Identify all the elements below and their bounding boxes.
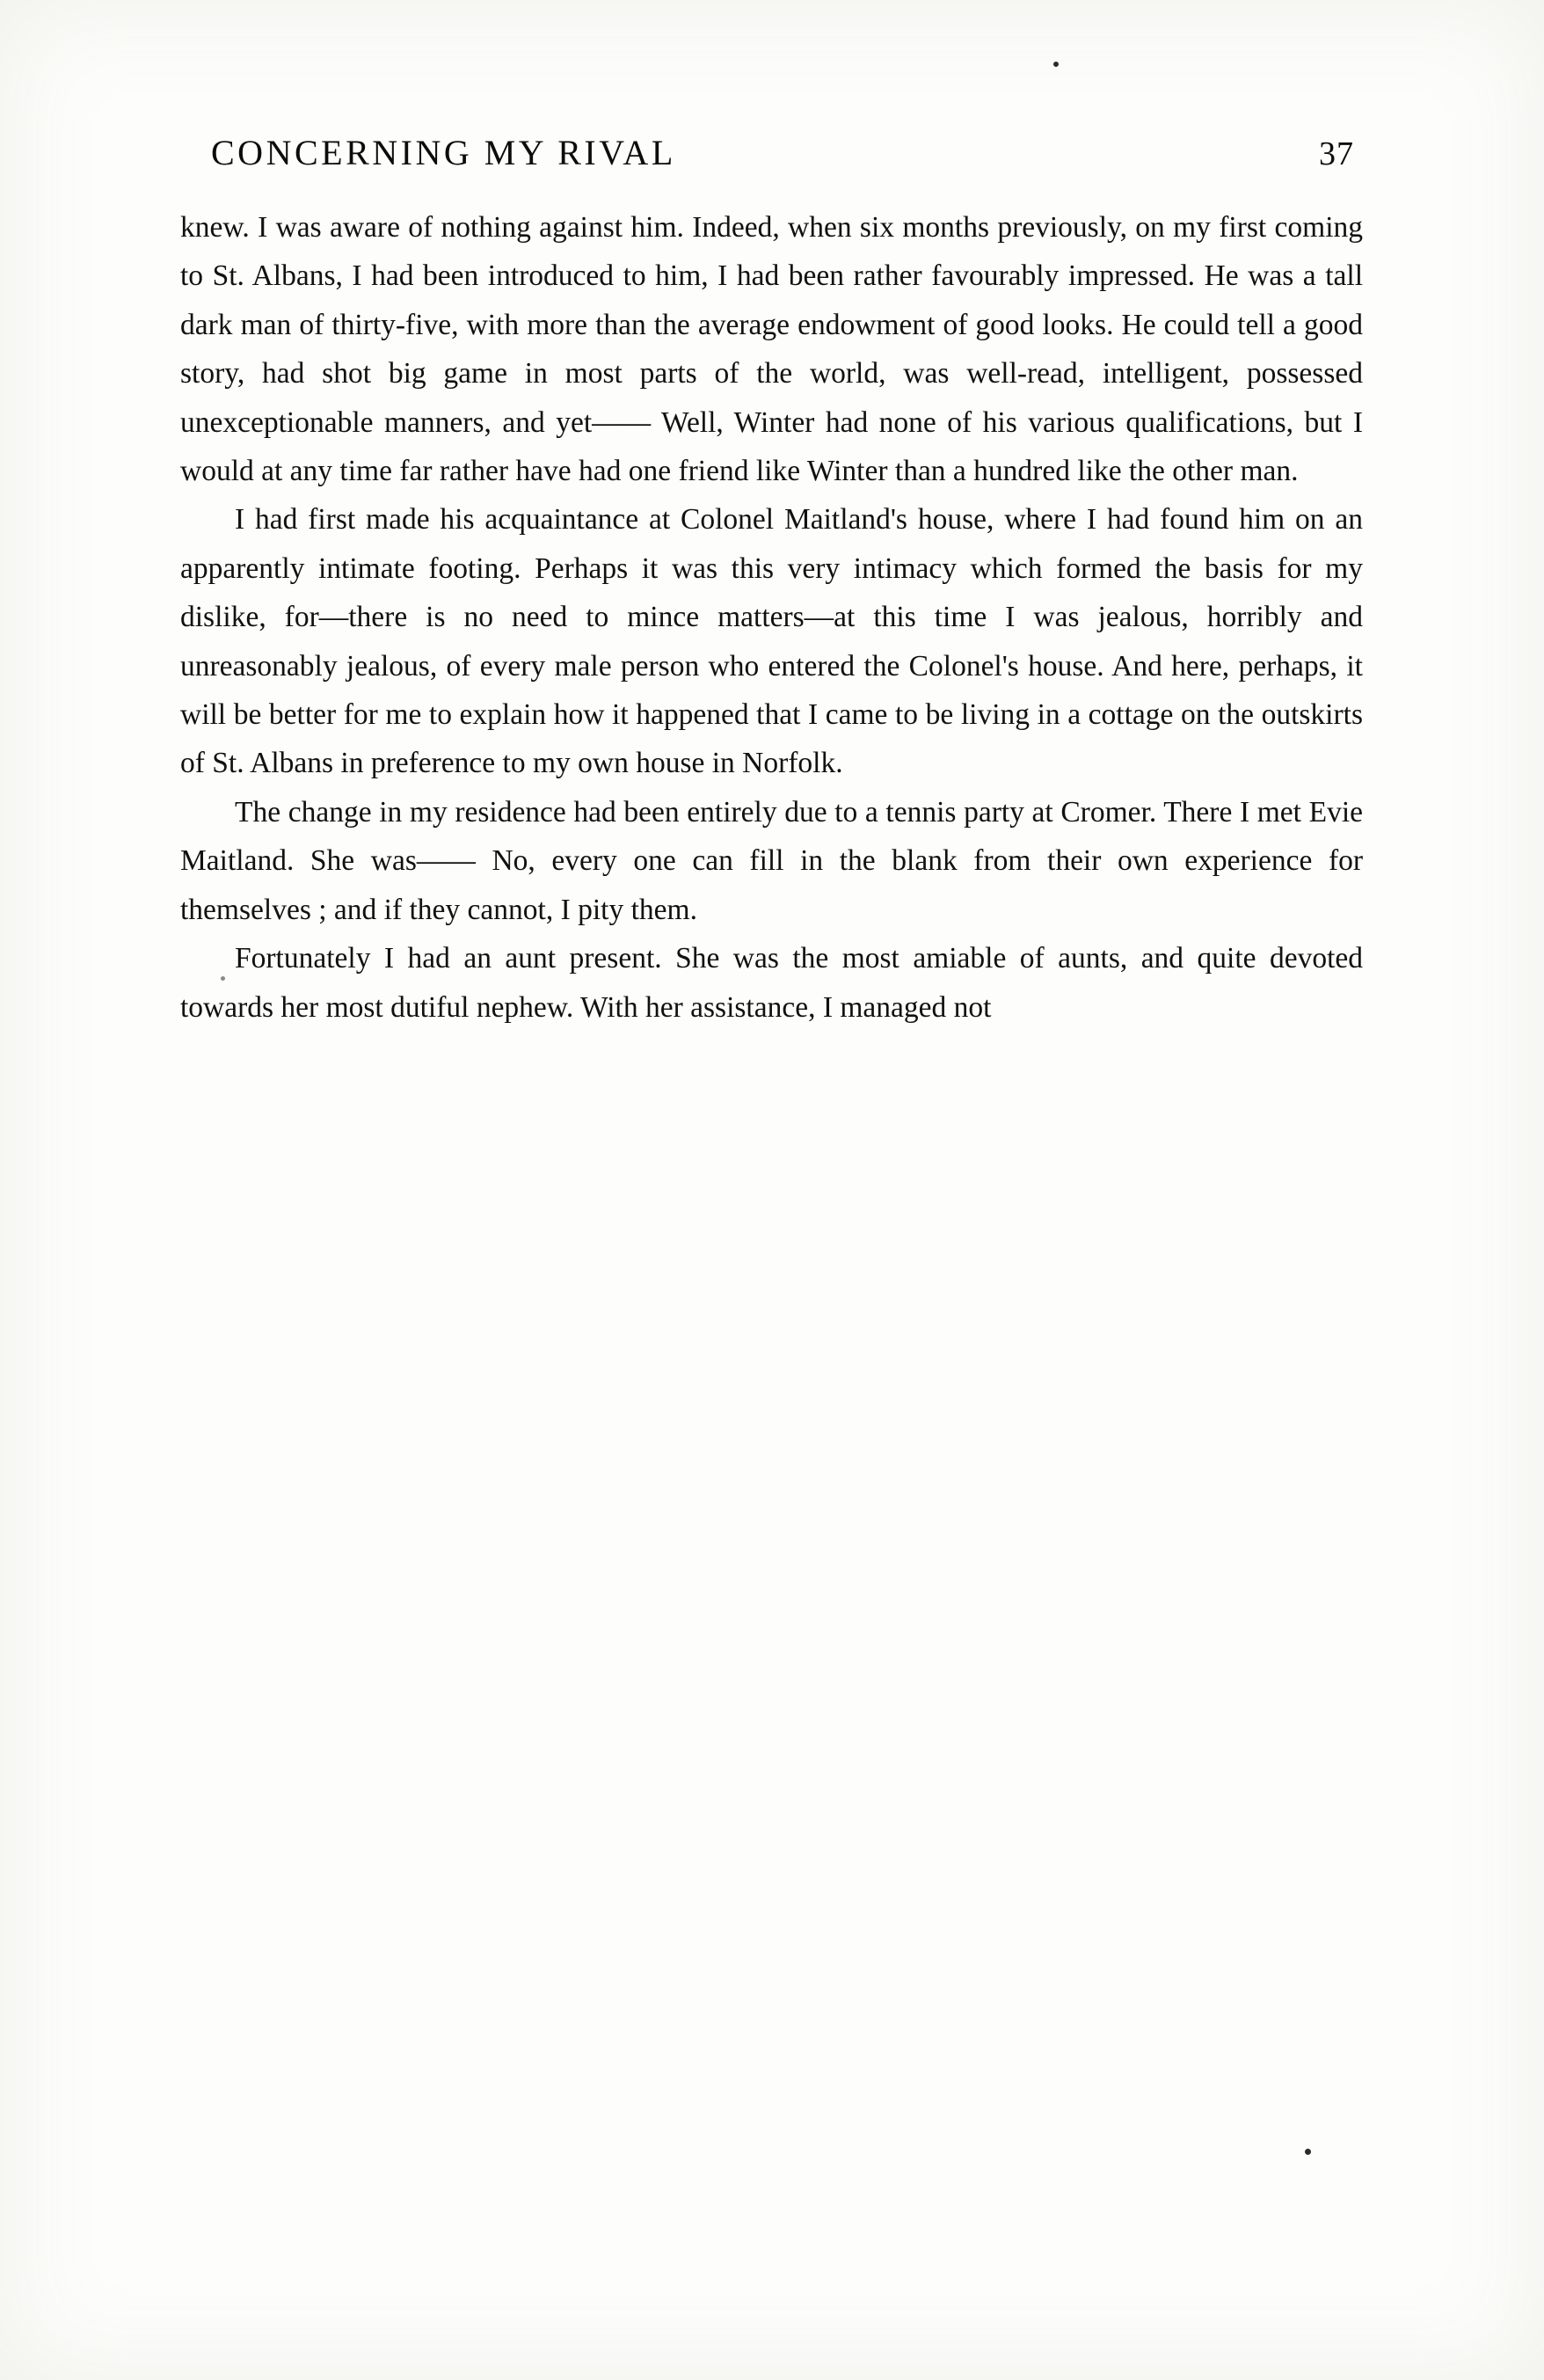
body-text (180, 203, 1363, 1032)
ink-speck (1053, 62, 1059, 67)
ink-speck (1305, 2149, 1311, 2155)
paragraph: The change in my residence had been entirely due to a tennis party at Cromer. There I met Evie Maitland. She was—— No, every one can fill in the blank from their own experience for themselves ; and if they cannot, I pity them. (180, 795, 1363, 926)
paragraph: I had first made his acquaintance at Colonel Maitland's house, where I had found him on an apparently intimate footing. Perhaps it was this very intimacy which formed the basis for my dislike, for—there is no need to mince matters—at this time I was jealous, horribly and unreasonably jealous, of every male person who entered the Colonel's house. And here, perhaps, it will be better for me to explain how it happened that I came to be living in a cottage on the outskirts of St. Albans in preference to my own house in Norfolk. (180, 503, 1363, 780)
page-content (180, 132, 1363, 1032)
page-number: 37 (1319, 135, 1354, 172)
paragraph: Fortunately I had an aunt present. She was the most amiable of aunts, and quite devoted towards her most dutiful nephew. With her assistance, I managed not (180, 942, 1363, 1024)
page-header (180, 132, 1363, 173)
paragraph: knew. I was aware of nothing against him. Indeed, when six months previously, on my first coming to St. Albans, I had been introduced to him, I had been rather favourably impressed. He was a tall dark man of thirty-five, with more than the average endowment of good looks. He could tell a good story, had shot big game in most parts of the world, was well-read, intelligent, possessed unexceptionable manners, and yet—— Well, Winter had none of his various qualifications, but I would at any time far rather have had one friend like Winter than a hundred like the other man. (180, 211, 1363, 488)
running-title: CONCERNING MY RIVAL (211, 133, 676, 172)
